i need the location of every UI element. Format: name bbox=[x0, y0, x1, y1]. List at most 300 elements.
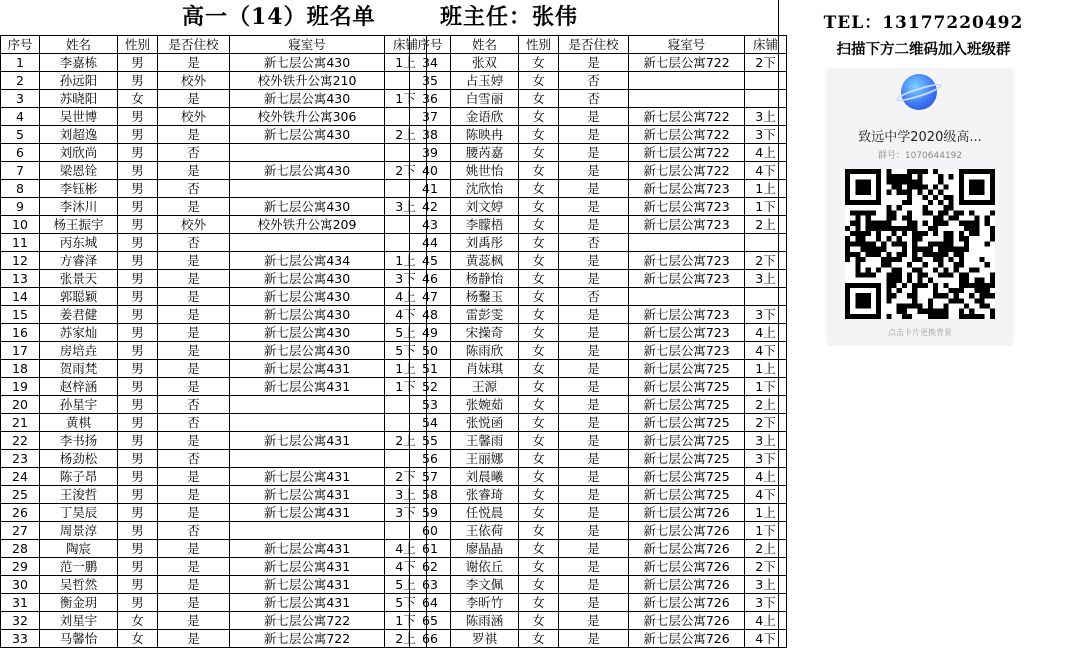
cell-name: 郭聪颖 bbox=[40, 288, 118, 306]
cell-boarding: 否 bbox=[158, 450, 230, 468]
cell-dorm: 新七层公寓723 bbox=[629, 252, 745, 270]
cell-name: 马馨怡 bbox=[40, 630, 118, 648]
table-row bbox=[1, 558, 427, 576]
cell-name: 陈映冉 bbox=[451, 126, 519, 144]
table-row bbox=[410, 630, 787, 648]
cell-bed: 2上 bbox=[385, 126, 427, 144]
table-row bbox=[410, 378, 787, 396]
cell-dorm: 校外铁升公寓210 bbox=[230, 72, 385, 90]
cell-seq: 38 bbox=[410, 126, 451, 144]
cell-gender: 女 bbox=[519, 144, 559, 162]
cell-boarding: 是 bbox=[559, 126, 629, 144]
cell-seq: 37 bbox=[410, 108, 451, 126]
cell-bed: 1上 bbox=[745, 180, 787, 198]
table-row bbox=[1, 270, 427, 288]
cell-name: 贺雨梵 bbox=[40, 360, 118, 378]
cell-bed: 2下 bbox=[385, 468, 427, 486]
cell-boarding: 是 bbox=[559, 396, 629, 414]
cell-dorm: 新七层公寓723 bbox=[629, 180, 745, 198]
cell-dorm: 新七层公寓431 bbox=[230, 486, 385, 504]
cell-bed: 4下 bbox=[385, 306, 427, 324]
table-row bbox=[1, 306, 427, 324]
cell-name: 杨王振宇 bbox=[40, 216, 118, 234]
cell-gender: 女 bbox=[519, 306, 559, 324]
cell-bed: 1下 bbox=[745, 198, 787, 216]
cell-name: 范一鹏 bbox=[40, 558, 118, 576]
cell-boarding: 是 bbox=[158, 504, 230, 522]
cell-seq: 27 bbox=[1, 522, 40, 540]
cell-seq: 19 bbox=[1, 378, 40, 396]
cell-dorm: 新七层公寓725 bbox=[629, 450, 745, 468]
cell-name: 陈雨涵 bbox=[451, 612, 519, 630]
cell-dorm: 新七层公寓722 bbox=[629, 126, 745, 144]
cell-gender: 男 bbox=[118, 522, 158, 540]
cell-boarding: 是 bbox=[158, 252, 230, 270]
cell-boarding: 是 bbox=[158, 342, 230, 360]
cell-bed: 1下 bbox=[385, 90, 427, 108]
cell-bed: 3上 bbox=[745, 576, 787, 594]
cell-bed: 3下 bbox=[745, 306, 787, 324]
cell-name: 王丽娜 bbox=[451, 450, 519, 468]
cell-boarding: 是 bbox=[158, 612, 230, 630]
cell-name: 房培垚 bbox=[40, 342, 118, 360]
cell-bed bbox=[745, 72, 787, 90]
cell-bed: 1上 bbox=[385, 252, 427, 270]
cell-seq: 25 bbox=[1, 486, 40, 504]
cell-dorm bbox=[230, 180, 385, 198]
cell-gender: 女 bbox=[519, 594, 559, 612]
cell-dorm bbox=[230, 450, 385, 468]
table-row bbox=[1, 468, 427, 486]
cell-seq: 41 bbox=[410, 180, 451, 198]
cell-dorm: 新七层公寓430 bbox=[230, 162, 385, 180]
table-row bbox=[410, 270, 787, 288]
cell-boarding: 是 bbox=[559, 144, 629, 162]
cell-seq: 11 bbox=[1, 234, 40, 252]
cell-dorm bbox=[230, 396, 385, 414]
table-row bbox=[410, 540, 787, 558]
cell-bed: 2下 bbox=[745, 414, 787, 432]
cell-name: 刘超逸 bbox=[40, 126, 118, 144]
cell-seq: 17 bbox=[1, 342, 40, 360]
cell-bed: 3下 bbox=[745, 450, 787, 468]
cell-bed: 3上 bbox=[745, 108, 787, 126]
cell-name: 张睿琦 bbox=[451, 486, 519, 504]
table-row bbox=[410, 306, 787, 324]
cell-gender: 男 bbox=[118, 144, 158, 162]
planet-icon bbox=[901, 74, 937, 110]
cell-dorm: 新七层公寓431 bbox=[230, 432, 385, 450]
head-teacher: 班主任：张伟 bbox=[440, 4, 579, 30]
cell-seq: 44 bbox=[410, 234, 451, 252]
cell-name: 雷彭雯 bbox=[451, 306, 519, 324]
cell-boarding: 是 bbox=[559, 468, 629, 486]
cell-name: 刘禹彤 bbox=[451, 234, 519, 252]
cell-dorm: 新七层公寓431 bbox=[230, 576, 385, 594]
cell-seq: 57 bbox=[410, 468, 451, 486]
table-row bbox=[1, 450, 427, 468]
cell-seq: 62 bbox=[410, 558, 451, 576]
cell-bed: 4上 bbox=[745, 144, 787, 162]
cell-name: 李文佩 bbox=[451, 576, 519, 594]
cell-dorm: 新七层公寓430 bbox=[230, 54, 385, 72]
cell-boarding: 是 bbox=[559, 522, 629, 540]
cell-gender: 女 bbox=[519, 450, 559, 468]
cell-seq: 26 bbox=[1, 504, 40, 522]
cell-name: 张双 bbox=[451, 54, 519, 72]
table-border bbox=[778, 0, 779, 648]
cell-gender: 男 bbox=[118, 126, 158, 144]
cell-seq: 21 bbox=[1, 414, 40, 432]
cell-bed: 1下 bbox=[385, 378, 427, 396]
cell-boarding: 是 bbox=[158, 360, 230, 378]
cell-name: 陈子昂 bbox=[40, 468, 118, 486]
cell-boarding: 校外 bbox=[158, 72, 230, 90]
cell-gender: 男 bbox=[118, 504, 158, 522]
table-row bbox=[1, 54, 427, 72]
cell-boarding: 否 bbox=[559, 90, 629, 108]
table-row bbox=[410, 54, 787, 72]
cell-seq: 28 bbox=[1, 540, 40, 558]
cell-name: 李昕竹 bbox=[451, 594, 519, 612]
table-row bbox=[1, 216, 427, 234]
cell-name: 李书扬 bbox=[40, 432, 118, 450]
cell-boarding: 是 bbox=[559, 558, 629, 576]
table-row bbox=[410, 324, 787, 342]
cell-seq: 14 bbox=[1, 288, 40, 306]
cell-gender: 女 bbox=[519, 504, 559, 522]
cell-dorm: 新七层公寓726 bbox=[629, 576, 745, 594]
table-row bbox=[1, 486, 427, 504]
cell-dorm: 新七层公寓430 bbox=[230, 198, 385, 216]
cell-bed: 3上 bbox=[745, 270, 787, 288]
cell-bed bbox=[745, 90, 787, 108]
column-header-name: 姓名 bbox=[40, 36, 118, 54]
cell-name: 刘文婷 bbox=[451, 198, 519, 216]
column-header-dorm: 寝室号 bbox=[629, 36, 745, 54]
cell-boarding: 是 bbox=[559, 576, 629, 594]
cell-seq: 51 bbox=[410, 360, 451, 378]
cell-name: 杨静怡 bbox=[451, 270, 519, 288]
class-name: 高一（14）班名单 bbox=[182, 4, 376, 30]
cell-name: 苏家灿 bbox=[40, 324, 118, 342]
cell-seq: 40 bbox=[410, 162, 451, 180]
cell-dorm: 新七层公寓725 bbox=[629, 486, 745, 504]
cell-dorm: 新七层公寓430 bbox=[230, 126, 385, 144]
cell-boarding: 是 bbox=[158, 558, 230, 576]
cell-gender: 女 bbox=[519, 630, 559, 648]
cell-boarding: 是 bbox=[158, 486, 230, 504]
cell-dorm: 新七层公寓725 bbox=[629, 396, 745, 414]
cell-gender: 女 bbox=[118, 90, 158, 108]
cell-dorm: 新七层公寓725 bbox=[629, 360, 745, 378]
cell-seq: 49 bbox=[410, 324, 451, 342]
cell-seq: 53 bbox=[410, 396, 451, 414]
contact-panel bbox=[780, 0, 1067, 59]
cell-name: 廖晶晶 bbox=[451, 540, 519, 558]
table-row bbox=[410, 432, 787, 450]
table-row bbox=[410, 360, 787, 378]
cell-seq: 56 bbox=[410, 450, 451, 468]
cell-boarding: 是 bbox=[158, 324, 230, 342]
cell-bed: 2上 bbox=[745, 540, 787, 558]
cell-boarding: 是 bbox=[559, 54, 629, 72]
cell-gender: 女 bbox=[519, 612, 559, 630]
cell-name: 杨鑿玉 bbox=[451, 288, 519, 306]
cell-dorm: 新七层公寓430 bbox=[230, 306, 385, 324]
table-row bbox=[410, 396, 787, 414]
cell-gender: 男 bbox=[118, 360, 158, 378]
cell-dorm bbox=[629, 234, 745, 252]
cell-seq: 64 bbox=[410, 594, 451, 612]
cell-gender: 女 bbox=[519, 216, 559, 234]
cell-boarding: 是 bbox=[158, 90, 230, 108]
cell-bed: 1上 bbox=[745, 504, 787, 522]
table-row bbox=[410, 612, 787, 630]
cell-seq: 65 bbox=[410, 612, 451, 630]
cell-name: 赵梓涵 bbox=[40, 378, 118, 396]
cell-bed: 3下 bbox=[385, 504, 427, 522]
cell-gender: 女 bbox=[519, 252, 559, 270]
cell-bed: 2上 bbox=[385, 432, 427, 450]
cell-seq: 24 bbox=[1, 468, 40, 486]
column-header-gender: 性别 bbox=[519, 36, 559, 54]
cell-name: 王浚哲 bbox=[40, 486, 118, 504]
table-row bbox=[1, 612, 427, 630]
cell-gender: 女 bbox=[519, 270, 559, 288]
cell-dorm: 新七层公寓722 bbox=[230, 612, 385, 630]
cell-boarding: 是 bbox=[559, 306, 629, 324]
cell-boarding: 是 bbox=[559, 378, 629, 396]
cell-boarding: 是 bbox=[158, 198, 230, 216]
table-row bbox=[410, 126, 787, 144]
cell-seq: 16 bbox=[1, 324, 40, 342]
cell-dorm bbox=[230, 522, 385, 540]
table-row bbox=[410, 252, 787, 270]
table-row bbox=[1, 180, 427, 198]
cell-dorm: 新七层公寓430 bbox=[230, 342, 385, 360]
cell-name: 姜君健 bbox=[40, 306, 118, 324]
cell-bed: 2上 bbox=[385, 630, 427, 648]
cell-boarding: 是 bbox=[559, 162, 629, 180]
cell-seq: 6 bbox=[1, 144, 40, 162]
cell-name: 金语欣 bbox=[451, 108, 519, 126]
cell-dorm: 新七层公寓725 bbox=[629, 468, 745, 486]
cell-boarding: 是 bbox=[559, 198, 629, 216]
cell-bed: 4下 bbox=[385, 558, 427, 576]
table-row bbox=[410, 522, 787, 540]
card-tip: 点击卡片更换背景 bbox=[888, 328, 952, 337]
cell-name: 姚世怡 bbox=[451, 162, 519, 180]
table-row bbox=[1, 90, 427, 108]
table-row bbox=[410, 180, 787, 198]
cell-name: 白雪丽 bbox=[451, 90, 519, 108]
table-row bbox=[1, 432, 427, 450]
cell-dorm: 新七层公寓430 bbox=[230, 90, 385, 108]
cell-boarding: 是 bbox=[559, 216, 629, 234]
cell-dorm bbox=[629, 90, 745, 108]
cell-name: 占玉婷 bbox=[451, 72, 519, 90]
column-header-seq: 序号 bbox=[410, 36, 451, 54]
cell-name: 丁昊辰 bbox=[40, 504, 118, 522]
cell-gender: 女 bbox=[519, 180, 559, 198]
cell-bed: 4下 bbox=[745, 162, 787, 180]
cell-dorm: 新七层公寓722 bbox=[629, 162, 745, 180]
cell-dorm: 新七层公寓431 bbox=[230, 360, 385, 378]
cell-gender: 女 bbox=[519, 486, 559, 504]
table-row bbox=[410, 198, 787, 216]
cell-bed: 2上 bbox=[745, 216, 787, 234]
cell-name: 周景淳 bbox=[40, 522, 118, 540]
table-row bbox=[1, 324, 427, 342]
cell-dorm: 新七层公寓725 bbox=[629, 414, 745, 432]
cell-name: 黄棋 bbox=[40, 414, 118, 432]
cell-boarding: 是 bbox=[559, 252, 629, 270]
cell-bed: 3上 bbox=[385, 198, 427, 216]
cell-boarding: 是 bbox=[559, 414, 629, 432]
table-row bbox=[410, 162, 787, 180]
table-row bbox=[410, 288, 787, 306]
roster-table-right bbox=[409, 35, 787, 648]
cell-boarding: 是 bbox=[158, 126, 230, 144]
cell-name: 丙东城 bbox=[40, 234, 118, 252]
cell-gender: 男 bbox=[118, 378, 158, 396]
column-header-seq: 序号 bbox=[1, 36, 40, 54]
table-row bbox=[1, 522, 427, 540]
cell-name: 任悦晨 bbox=[451, 504, 519, 522]
cell-gender: 男 bbox=[118, 414, 158, 432]
cell-boarding: 是 bbox=[158, 432, 230, 450]
cell-bed: 1下 bbox=[745, 378, 787, 396]
table-row bbox=[410, 486, 787, 504]
cell-name: 刘欣尚 bbox=[40, 144, 118, 162]
cell-gender: 男 bbox=[118, 234, 158, 252]
cell-boarding: 是 bbox=[559, 360, 629, 378]
cell-bed: 4下 bbox=[745, 630, 787, 648]
table-row bbox=[410, 108, 787, 126]
cell-dorm bbox=[230, 414, 385, 432]
table-row bbox=[410, 450, 787, 468]
cell-seq: 22 bbox=[1, 432, 40, 450]
cell-boarding: 是 bbox=[559, 342, 629, 360]
cell-boarding: 是 bbox=[559, 450, 629, 468]
cell-gender: 男 bbox=[118, 72, 158, 90]
cell-dorm: 新七层公寓726 bbox=[629, 594, 745, 612]
cell-boarding: 否 bbox=[559, 288, 629, 306]
cell-dorm: 新七层公寓726 bbox=[629, 612, 745, 630]
cell-name: 李朦梧 bbox=[451, 216, 519, 234]
cell-seq: 61 bbox=[410, 540, 451, 558]
cell-dorm bbox=[629, 288, 745, 306]
cell-boarding: 是 bbox=[559, 612, 629, 630]
cell-seq: 12 bbox=[1, 252, 40, 270]
qr-card[interactable] bbox=[826, 68, 1014, 346]
cell-seq: 18 bbox=[1, 360, 40, 378]
cell-dorm: 新七层公寓431 bbox=[230, 540, 385, 558]
cell-seq: 13 bbox=[1, 270, 40, 288]
cell-seq: 58 bbox=[410, 486, 451, 504]
roster-title bbox=[0, 0, 778, 34]
cell-bed: 1上 bbox=[385, 360, 427, 378]
cell-bed: 2下 bbox=[745, 54, 787, 72]
cell-seq: 15 bbox=[1, 306, 40, 324]
cell-gender: 女 bbox=[519, 396, 559, 414]
cell-gender: 女 bbox=[519, 126, 559, 144]
table-row bbox=[1, 126, 427, 144]
qr-code[interactable] bbox=[845, 169, 995, 319]
cell-boarding: 是 bbox=[559, 594, 629, 612]
cell-seq: 10 bbox=[1, 216, 40, 234]
cell-boarding: 是 bbox=[559, 630, 629, 648]
cell-name: 李沐川 bbox=[40, 198, 118, 216]
cell-bed: 3上 bbox=[385, 486, 427, 504]
cell-bed: 2下 bbox=[745, 558, 787, 576]
cell-dorm bbox=[230, 234, 385, 252]
column-header-gender: 性别 bbox=[118, 36, 158, 54]
cell-gender: 女 bbox=[519, 90, 559, 108]
cell-bed: 1下 bbox=[385, 612, 427, 630]
cell-seq: 3 bbox=[1, 90, 40, 108]
cell-gender: 女 bbox=[519, 54, 559, 72]
cell-dorm: 新七层公寓431 bbox=[230, 468, 385, 486]
cell-bed: 1下 bbox=[745, 522, 787, 540]
cell-gender: 男 bbox=[118, 306, 158, 324]
cell-seq: 7 bbox=[1, 162, 40, 180]
cell-bed: 5下 bbox=[385, 594, 427, 612]
cell-dorm: 新七层公寓431 bbox=[230, 558, 385, 576]
cell-gender: 女 bbox=[519, 522, 559, 540]
cell-bed: 4上 bbox=[745, 324, 787, 342]
cell-name: 梁恩铨 bbox=[40, 162, 118, 180]
cell-dorm: 新七层公寓726 bbox=[629, 522, 745, 540]
header-row bbox=[1, 36, 427, 54]
cell-gender: 女 bbox=[519, 558, 559, 576]
header-row bbox=[410, 36, 787, 54]
cell-seq: 45 bbox=[410, 252, 451, 270]
cell-bed bbox=[745, 234, 787, 252]
cell-bed: 1上 bbox=[385, 54, 427, 72]
cell-name: 苏晓阳 bbox=[40, 90, 118, 108]
cell-gender: 男 bbox=[118, 270, 158, 288]
cell-gender: 女 bbox=[519, 576, 559, 594]
cell-gender: 女 bbox=[519, 108, 559, 126]
table-row bbox=[410, 342, 787, 360]
cell-name: 王源 bbox=[451, 378, 519, 396]
cell-boarding: 否 bbox=[158, 396, 230, 414]
cell-boarding: 是 bbox=[158, 270, 230, 288]
group-id: 群号：1070644192 bbox=[877, 151, 963, 161]
cell-name: 孙星宇 bbox=[40, 396, 118, 414]
cell-dorm: 新七层公寓726 bbox=[629, 630, 745, 648]
cell-dorm: 新七层公寓430 bbox=[230, 270, 385, 288]
cell-gender: 男 bbox=[118, 252, 158, 270]
cell-seq: 31 bbox=[1, 594, 40, 612]
table-row bbox=[410, 576, 787, 594]
table-row bbox=[1, 234, 427, 252]
cell-boarding: 是 bbox=[158, 288, 230, 306]
cell-boarding: 否 bbox=[158, 144, 230, 162]
table-row bbox=[1, 576, 427, 594]
cell-name: 李钰彬 bbox=[40, 180, 118, 198]
cell-name: 刘晨曦 bbox=[451, 468, 519, 486]
cell-dorm: 校外铁升公寓306 bbox=[230, 108, 385, 126]
cell-seq: 33 bbox=[1, 630, 40, 648]
table-row bbox=[410, 558, 787, 576]
cell-bed: 4上 bbox=[385, 288, 427, 306]
cell-boarding: 是 bbox=[158, 630, 230, 648]
cell-dorm: 新七层公寓726 bbox=[629, 540, 745, 558]
table-row bbox=[1, 396, 427, 414]
